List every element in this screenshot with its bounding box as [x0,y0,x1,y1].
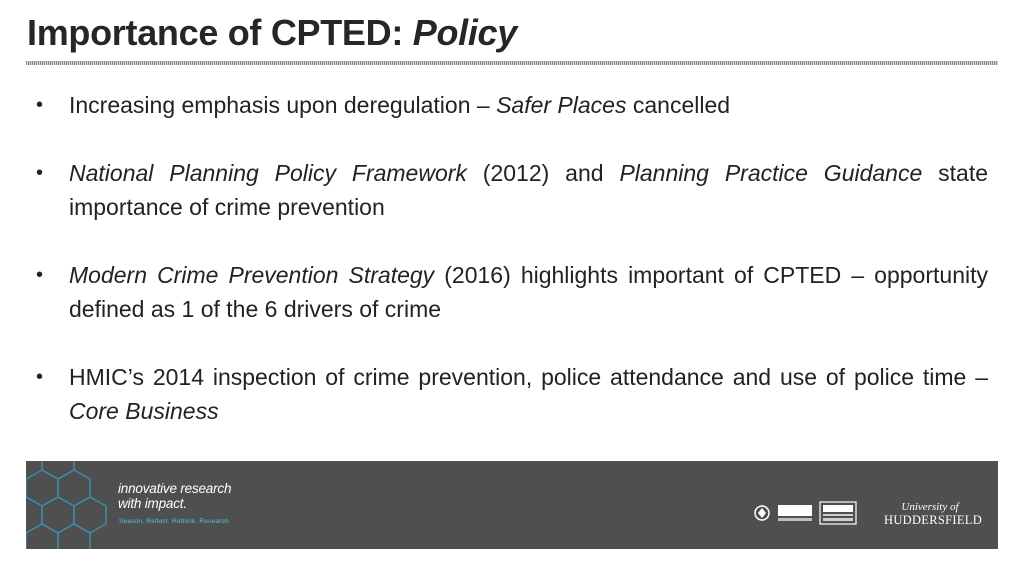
the-awards-icon [778,505,812,521]
title-main: Importance of CPTED: [27,12,404,53]
tagline-line1: innovative research [118,481,232,496]
bullet-dot-icon: • [36,264,44,286]
bullet-segment: Increasing emphasis upon deregulation – [69,92,497,118]
slide-title [27,12,517,54]
stars-rating-icon [820,502,856,524]
bullet-dot-icon: • [36,366,44,388]
bullet-segment: (2016) highlights important of CPTED – opportunity defined as 1 of the 6 drivers of crime [69,262,988,322]
tagline [118,481,231,511]
bullet-item [36,258,988,326]
bullet-segment-italic: Planning Practice Guidance [619,160,923,186]
bullet-text [69,262,988,322]
bullet-dot-icon: • [36,94,44,116]
tagline-subtitle: Season. Reflect. Rethink. Research [119,518,229,525]
bullet-item [36,88,988,122]
bullet-segment-italic: Modern Crime Prevention Strategy [69,262,435,288]
title-emphasis: Policy [412,12,517,53]
bullet-dot-icon: • [36,162,44,184]
bullet-item [36,360,988,428]
bullet-item [36,156,988,224]
bullet-text [69,364,988,424]
bullet-segment: HMIC’s 2014 inspection of crime prevention, police attendance and use of police time – [69,364,988,390]
footer-band [26,461,998,549]
bullet-segment: state importance of crime prevention [69,160,989,220]
hexagon-pattern-icon [26,461,116,549]
bullet-list [36,88,988,428]
bullet-segment-italic: Safer Places [496,92,627,118]
bullet-segment: cancelled [626,92,731,118]
university-logo [884,501,983,527]
bullet-text [69,92,730,118]
university-line2: HUDDERSFIELD [884,513,983,527]
bullet-segment: (2012) and [466,160,620,186]
university-line1: University of [901,501,959,513]
bullet-text [69,160,988,220]
bullet-segment-italic: National Planning Policy Framework [69,160,467,186]
awards-logos [752,499,897,527]
bullet-segment-italic: Core Business [69,398,219,424]
tagline-line2: with impact. [118,496,187,511]
queens-anniversary-prize-icon [755,506,769,520]
title-divider [26,61,998,65]
